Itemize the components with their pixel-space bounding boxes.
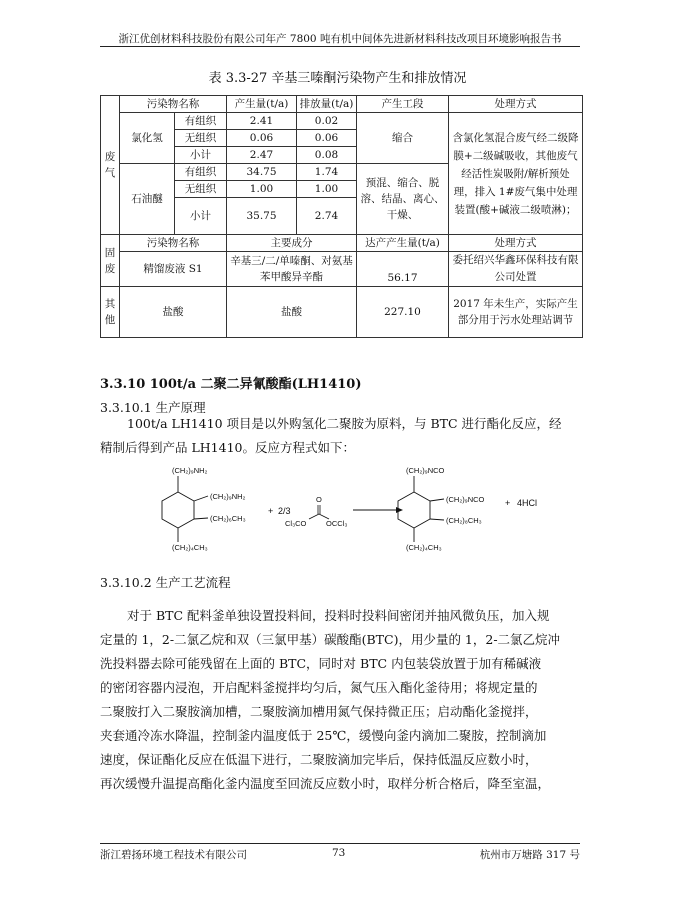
col-header-name: 污染物名称 [120, 96, 227, 113]
byproduct: 4HCl [517, 498, 538, 508]
other-components: 盐酸 [227, 287, 357, 338]
reactant-bottom-chain: (CH₂)₄CH₃ [172, 543, 208, 552]
col-header-amount: 达产产生量(t/a) [357, 235, 449, 252]
plus-sign: + [268, 506, 274, 516]
produced-value: 2.41 [227, 113, 297, 130]
pollutant-table [100, 95, 583, 338]
row-type: 有组织 [175, 113, 227, 130]
process-paragraph [100, 604, 580, 796]
text-line: 速度，保证酯化反应在低温下进行，二聚胺滴加完毕后，保持低温反应数小时， [100, 752, 538, 767]
pollutant-ether: 石油醚 [120, 164, 175, 235]
row-type: 有组织 [175, 164, 227, 181]
btc-left-group: Cl₃CO [285, 519, 307, 528]
produced-value: 35.75 [227, 198, 297, 235]
emitted-value: 1.00 [297, 181, 357, 198]
reactant-top-chain: (CH₂)₉NH₂ [172, 466, 208, 475]
text-line: 夹套通冷冻水降温，控制釜内温度低于 25℃，缓慢向釜内滴加二聚胺，控制滴加 [100, 728, 547, 743]
product-top-chain: (CH₂)₉NCO [406, 466, 445, 475]
produced-value: 2.47 [227, 147, 297, 164]
solid-waste-amount: 56.17 [357, 252, 449, 287]
table-header-row [101, 96, 583, 113]
product-right-chain: (CH₂)₉NCO [446, 495, 485, 504]
text-line: 对于 BTC 配料釜单独设置投料间，投料时投料间密闭并抽风微负压，加入规 [127, 608, 550, 623]
col-header-produced: 产生量(t/a) [227, 96, 297, 113]
footer-rule [100, 843, 580, 844]
page-header: 浙江优创材料科技股份有限公司年产 7800 吨有机中间体先进新材料科技改项目环境影响报告书 [118, 33, 562, 45]
btc-right-group: OCCl₃ [326, 519, 348, 528]
carbonyl-oxygen: O [316, 495, 322, 504]
category-other: 其他 [101, 287, 120, 338]
row-type: 小计 [175, 198, 227, 235]
bond-line [309, 514, 319, 519]
plus-sign: + [505, 498, 511, 508]
solid-waste-name: 精馏废液 S1 [120, 252, 227, 287]
emitted-value: 0.08 [297, 147, 357, 164]
product-mid-chain: (CH₂)₈CH₃ [446, 516, 482, 525]
footer-company: 浙江碧扬环境工程技术有限公司 [100, 849, 247, 861]
subsection-process: 3.3.10.2 生产工艺流程 [100, 575, 231, 590]
bond-line [430, 519, 444, 520]
stage-ether: 预混、缩合、脱溶、结晶、离心、干燥、 [357, 164, 449, 235]
col-header-components: 主要成分 [227, 235, 357, 252]
row-type: 无组织 [175, 130, 227, 147]
bond-line [430, 499, 444, 501]
text-line: 再次缓慢升温提高酯化釜内温度至回流反应数小时，取样分析合格后，降至室温， [100, 776, 551, 791]
text-line: 洗投料器去除可能残留在上面的 BTC，同时对 BTC 内包装袋放置于加有稀碱液 [100, 656, 542, 671]
reaction-equation [150, 462, 550, 562]
solid-waste-treatment: 委托绍兴华鑫环保科技有限公司处置 [449, 252, 583, 287]
emitted-value: 0.06 [297, 130, 357, 147]
col-header-emitted: 排放量(t/a) [297, 96, 357, 113]
produced-value: 1.00 [227, 181, 297, 198]
row-type: 无组织 [175, 181, 227, 198]
pollutant-hcl: 氯化氢 [120, 113, 175, 164]
row-type: 小计 [175, 147, 227, 164]
other-treatment: 2017 年未生产，实际产生部分用于污水处理站调节 [449, 287, 583, 338]
text-line: 二聚胺打入二聚胺滴加槽，二聚胺滴加槽用氮气保持微正压；启动酯化釜搅拌， [100, 704, 538, 719]
col-header-name: 污染物名称 [120, 235, 227, 252]
table-row [101, 113, 583, 130]
emitted-value: 0.02 [297, 113, 357, 130]
col-header-treatment: 处理方式 [449, 235, 583, 252]
section-title: 3.3.10 100t/a 二聚二异氰酸酯(LH1410) [100, 377, 362, 392]
other-name: 盐酸 [120, 287, 227, 338]
stage-hcl: 缩合 [357, 113, 449, 164]
treatment-waste-gas: 含氯化氢混合废气经二级降膜+二级碱吸收，其他废气经活性炭吸附/解析预处理，排入 1#废气集中处理装置(酸+碱液二级喷淋)； [449, 113, 583, 235]
text-line: 100t/a LH1410 项目是以外购氢化二聚胺为原料，与 BTC 进行酯化反应，经 [127, 416, 562, 431]
solid-waste-header-row [101, 235, 583, 252]
coefficient: 2/3 [278, 506, 291, 516]
header-rule [100, 46, 580, 47]
emitted-value: 2.74 [297, 198, 357, 235]
produced-value: 34.75 [227, 164, 297, 181]
table-row [101, 287, 583, 338]
text-line: 的密闭容器内浸泡，开启配料釜搅拌均匀后，氮气压入酯化釜待用；将规定量的 [100, 680, 538, 695]
page-number: 73 [332, 847, 346, 859]
category-solid-waste: 固废 [101, 235, 120, 287]
emitted-value: 1.74 [297, 164, 357, 181]
principle-paragraph [100, 412, 580, 460]
reactant-ring [162, 492, 194, 528]
reactant-mid-chain: (CH₂)₆CH₃ [210, 514, 246, 523]
table-row [101, 252, 583, 287]
col-header-stage: 产生工段 [357, 96, 449, 113]
produced-value: 0.06 [227, 130, 297, 147]
table-caption: 表 3.3-27 辛基三嗪酮污染物产生和排放情况 [208, 71, 467, 86]
bond-line [194, 496, 208, 501]
category-waste-gas: 废气 [101, 96, 120, 235]
text-line: 定量的 1，2-二氯乙烷和双（三氯甲基）碳酸酯(BTC)，用少量的 1，2-二氯乙烷冲 [100, 632, 561, 647]
bond-line [194, 518, 208, 519]
arrow-head [396, 507, 403, 513]
other-amount: 227.10 [357, 287, 449, 338]
product-bottom-chain: (CH₂)₄CH₃ [406, 543, 442, 552]
subsection-principle: 3.3.10.1 生产原理 [100, 400, 206, 415]
reactant-right-chain: (CH₂)₉NH₂ [210, 492, 246, 501]
solid-waste-components: 辛基三/二/单嗪酮、对氨基苯甲酸异辛酯 [227, 252, 357, 287]
col-header-treatment: 处理方式 [449, 96, 583, 113]
footer-address: 杭州市万塘路 317 号 [479, 849, 580, 861]
text-line: 精制后得到产品 LH1410。反应方程式如下： [100, 440, 355, 455]
